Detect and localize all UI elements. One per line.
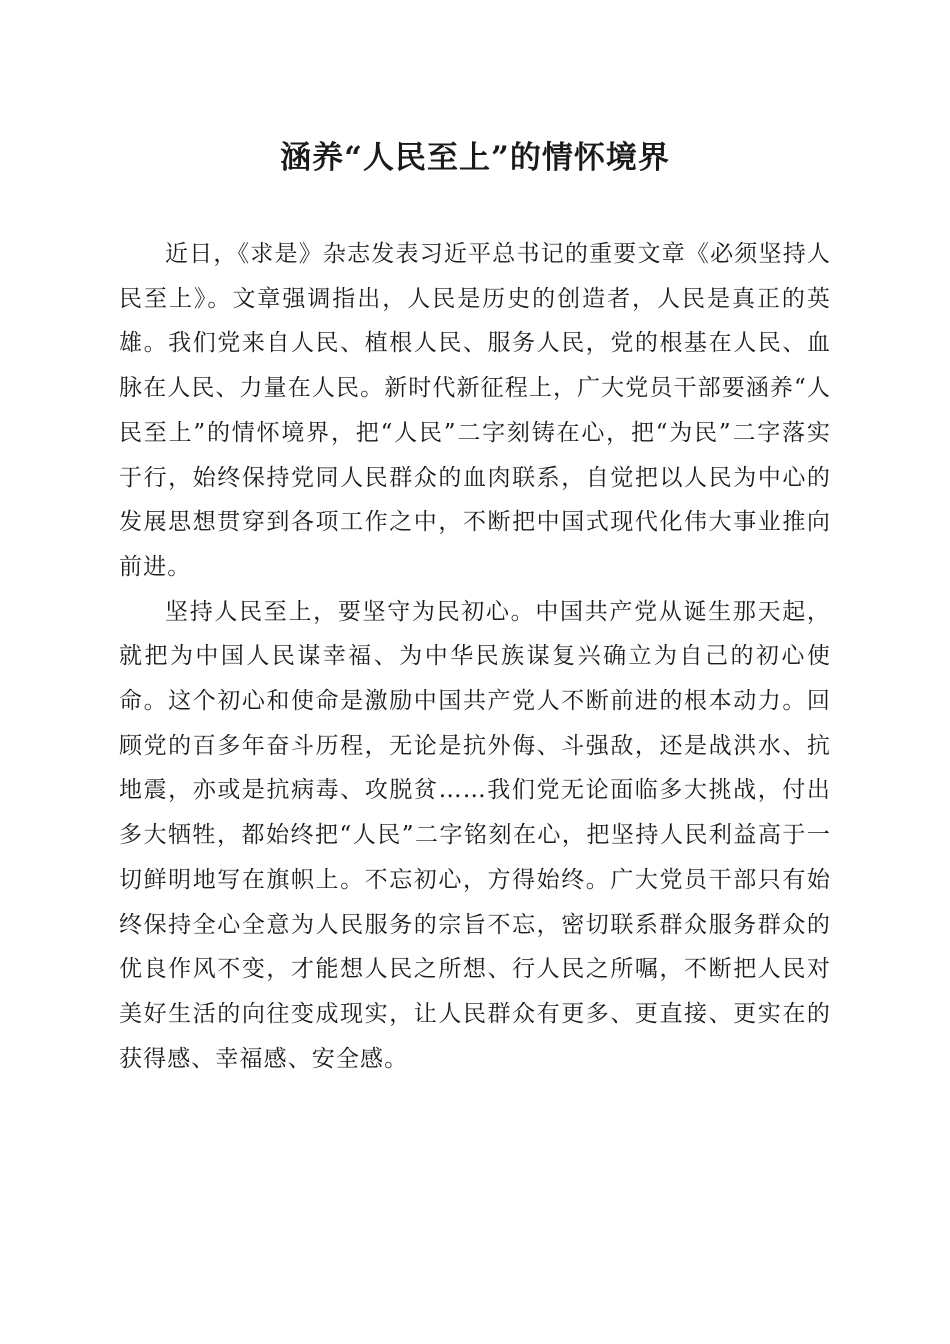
- document-title: 涵养“人民至上”的情怀境界: [280, 140, 670, 176]
- paragraph-1: 近日，《求是》杂志发表习近平总书记的重要文章《必须坚持人民至上》。文章强调指出，人民是历史的创造者，人民是真正的英雄。我们党来自人民、植根人民、服务人民，党的根基在人民、血脉在人民、力量在人民。新时代新征程上，广大党员干部要涵养“人民至上”的情怀境界，把“人民”二字刻铸在心，把“为民”二字落实于行，始终保持党同人民群众的血肉联系，自觉把以人民为中心的发展思想贯穿到各项工作之中，不断把中国式现代化伟大事业推向前进。: [119, 241, 831, 580]
- document-body: [119, 232, 831, 1081]
- paragraph-2: 坚持人民至上，要坚守为民初心。中国共产党从诞生那天起，就把为中国人民谋幸福、为中华民族谋复兴确立为自己的初心使命。这个初心和使命是激励中国共产党人不断前进的根本动力。回顾党的百多年奋斗历程，无论是抗外侮、斗强敌，还是战洪水、抗地震，亦或是抗病毒、攻脱贫……我们党无论面临多大挑战，付出多大牺牲，都始终把“人民”二字铭刻在心，把坚持人民利益高于一切鲜明地写在旗帜上。不忘初心，方得始终。广大党员干部只有始终保持全心全意为人民服务的宗旨不忘，密切联系群众服务群众的优良作风不变，才能想人民之所想、行人民之所嘱，不断把人民对美好生活的向往变成现实，让人民群众有更多、更直接、更实在的获得感、幸福感、安全感。: [119, 598, 831, 1072]
